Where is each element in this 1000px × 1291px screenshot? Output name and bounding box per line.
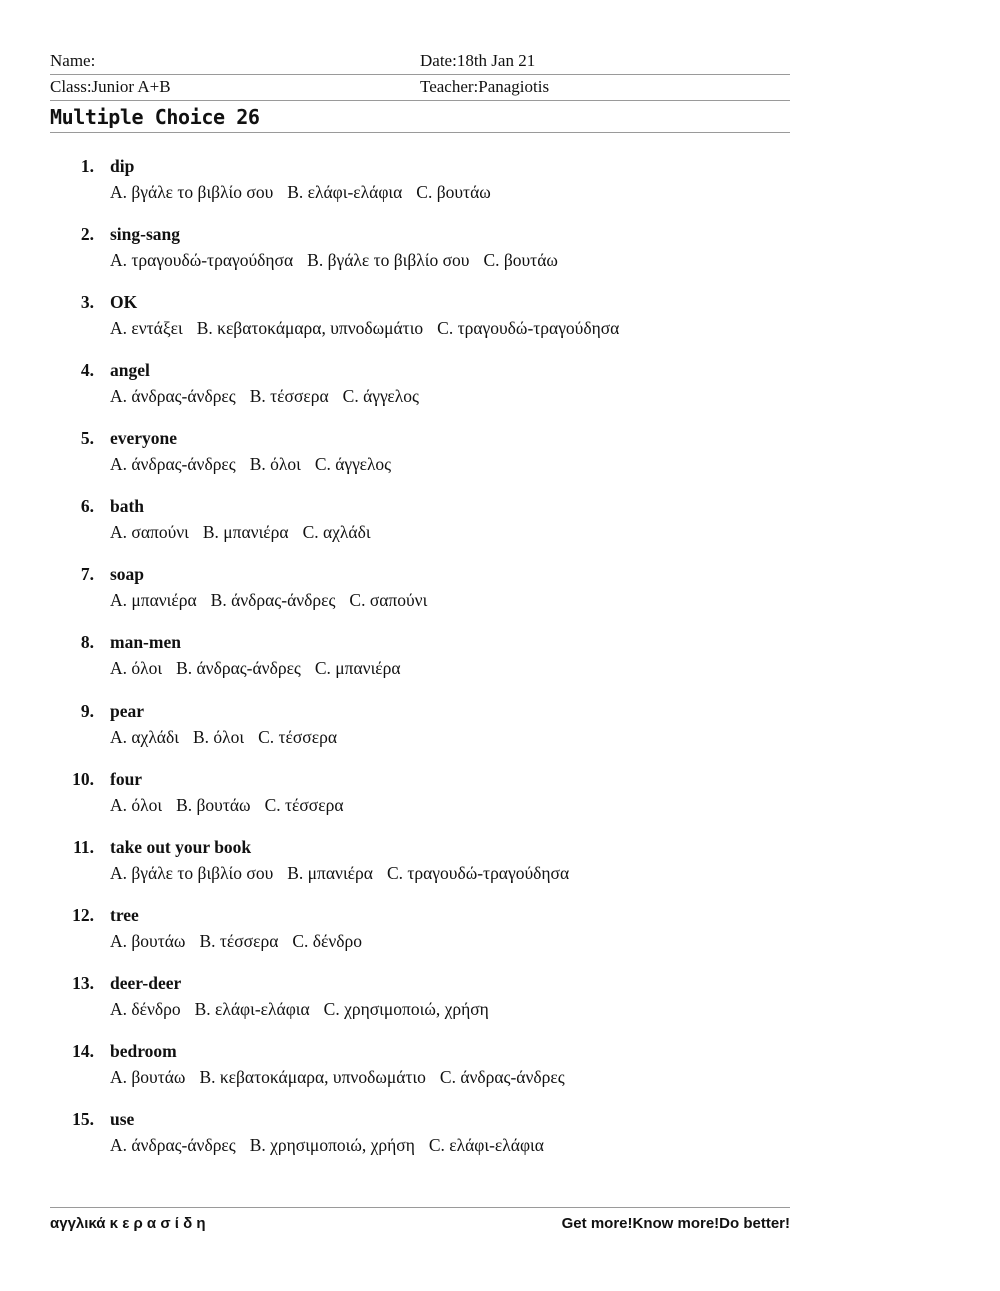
question-word: dip [110,156,135,176]
question-item [0,288,1000,356]
answer-option[interactable]: A. βουτάω [110,930,186,951]
answer-option[interactable]: B. άνδρας-άνδρες [176,658,301,679]
answer-option[interactable]: B. τέσσερα [199,930,279,951]
question-number: 12. [72,904,94,925]
question-word: angel [110,360,150,381]
question-number: 4. [80,360,94,381]
question-number: 9. [80,700,94,721]
question-list [0,152,1000,1173]
question-number: 15. [72,1108,94,1129]
answer-options [110,727,351,748]
answer-option[interactable]: A. βγάλε το βιβλίο σου [110,862,274,883]
answer-option[interactable]: C. βουτάω [483,250,558,271]
question-item [0,765,1000,833]
teacher-label: Teacher:Panagiotis [420,77,550,96]
answer-option[interactable]: A. σαπούνι [110,522,189,543]
answer-option[interactable]: A. δένδρο [110,998,181,1019]
answer-option[interactable]: A. όλοι [110,794,163,815]
answer-options [110,590,441,611]
answer-option[interactable]: C. βουτάω [416,182,491,202]
answer-option[interactable]: C. αχλάδι [302,522,371,543]
answer-options [110,1135,558,1156]
answer-option[interactable]: C. τέσσερα [258,726,337,747]
answer-option[interactable]: B. κεβατοκάμαρα, υπνοδωμάτιο [196,318,424,339]
question-word: deer-deer [110,972,182,993]
question-item [0,833,1000,901]
answer-option[interactable]: B. τέσσερα [249,386,329,407]
answer-option[interactable]: A. άνδρας-άνδρες [110,386,236,407]
question-word: soap [110,564,145,585]
answer-option[interactable]: C. ελάφι-ελάφια [428,1134,544,1155]
answer-option[interactable]: C. μπανιέρα [314,658,401,679]
answer-options [110,522,385,543]
question-number: 13. [72,972,94,993]
question-item [0,1105,1000,1173]
question-word: man-men [110,632,181,653]
question-word: everyone [110,428,178,449]
answer-option[interactable]: B. βουτάω [176,794,251,815]
question-word: take out your book [110,836,252,857]
answer-options [110,999,503,1020]
answer-option[interactable]: C. δένδρο [292,930,363,951]
question-number: 14. [72,1040,94,1061]
answer-option[interactable]: C. άνδρας-άνδρες [439,1066,565,1087]
answer-option[interactable]: A. άνδρας-άνδρες [110,1134,236,1155]
name-label: Name: [50,51,96,70]
question-number: 2. [80,224,94,245]
answer-options [110,795,357,816]
question-word: sing-sang [110,224,181,245]
question-word: use [110,1108,135,1129]
answer-option[interactable]: A. όλοι [110,658,163,679]
question-item [0,969,1000,1037]
answer-option[interactable]: B. ελάφι-ελάφια [287,182,403,202]
answer-options [110,250,572,271]
header-row-2 [50,74,790,101]
question-item [0,424,1000,492]
answer-option[interactable]: B. όλοι [192,726,245,747]
answer-options [110,454,405,475]
answer-options [110,658,415,679]
class-label: Class:Junior A+B [50,77,171,96]
date-label: Date:18th Jan 21 [420,51,536,70]
answer-option[interactable]: B. κεβατοκάμαρα, υπνοδωμάτιο [199,1066,426,1087]
question-word: bedroom [110,1040,177,1061]
answer-options [110,1067,579,1088]
question-item [0,356,1000,424]
question-number: 5. [80,428,94,449]
answer-option[interactable]: A. βουτάω [110,1066,186,1087]
answer-option[interactable]: A. βγάλε το βιβλίο σου [110,182,274,202]
question-item [0,628,1000,696]
answer-option[interactable]: A. εντάξει [110,318,183,339]
answer-option[interactable]: A. μπανιέρα [110,590,197,611]
question-item [0,901,1000,969]
answer-option[interactable]: C. τέσσερα [264,794,344,815]
question-item [0,220,1000,288]
footer-slogan: Get more!Know more!Do better! [561,1215,790,1232]
question-word: bath [110,496,145,517]
page-title: Multiple Choice 26 [50,101,790,133]
answer-option[interactable]: C. τραγουδώ-τραγούδησα [386,862,570,883]
question-number: 11. [73,836,94,857]
answer-option[interactable]: A. άνδρας-άνδρες [110,454,236,475]
question-number: 8. [80,632,94,653]
answer-option[interactable]: C. τραγουδώ-τραγούδησα [437,318,620,339]
question-number: 3. [80,292,94,313]
question-number: 7. [80,564,94,585]
answer-option[interactable]: B. άνδρας-άνδρες [210,590,336,611]
question-word: four [110,768,143,789]
header-row-1 [50,48,790,75]
answer-option[interactable]: B. μπανιέρα [287,862,373,883]
answer-option[interactable]: B. χρησιμοποιώ, χρήση [249,1134,415,1155]
answer-option[interactable]: C. σαπούνι [349,590,428,611]
question-item [0,492,1000,560]
answer-option[interactable]: C. άγγελος [342,386,419,407]
question-word: OK [110,292,138,313]
question-item [0,152,1000,220]
footer [50,1207,790,1238]
answer-option[interactable]: B. μπανιέρα [202,522,289,543]
answer-option[interactable]: A. αχλάδι [110,726,179,747]
question-number: 1. [80,156,94,176]
question-item [0,697,1000,765]
answer-option[interactable]: B. όλοι [249,454,301,475]
answer-option[interactable]: B. ελάφι-ελάφια [194,998,310,1019]
answer-option[interactable]: A. τραγουδώ-τραγούδησα [110,250,294,271]
question-word: pear [110,700,145,721]
question-item [0,560,1000,628]
answer-options [110,386,433,407]
answer-options [110,863,583,884]
answer-options [110,182,505,203]
question-word: tree [110,904,139,925]
question-item [0,1037,1000,1105]
answer-options [110,318,633,339]
question-number: 6. [80,496,94,517]
footer-left-text: αγγλικά κ ε ρ α σ ί δ η [50,1215,206,1232]
answer-option[interactable]: C. χρησιμοποιώ, χρήση [323,998,489,1019]
question-number: 10. [72,768,94,789]
answer-options [110,931,376,952]
answer-option[interactable]: C. άγγελος [314,454,392,475]
answer-option[interactable]: B. βγάλε το βιβλίο σου [307,250,470,271]
